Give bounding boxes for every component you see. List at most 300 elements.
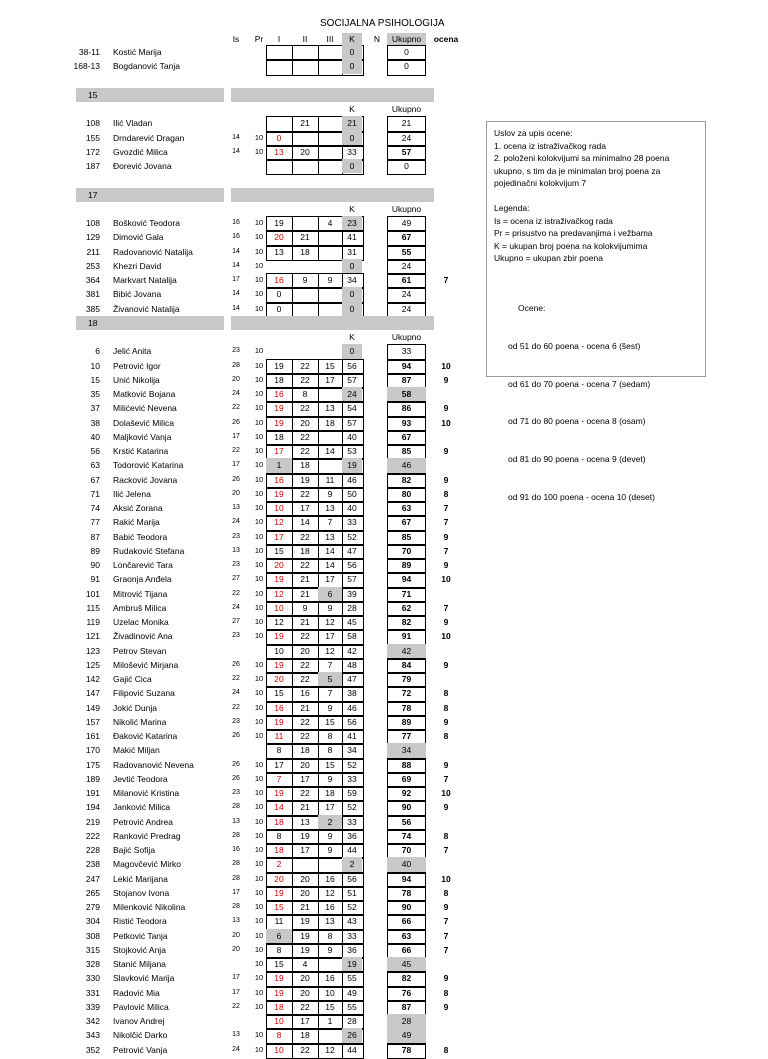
table-row [0,772,470,786]
kolokvijum-3-value: 17 [325,802,335,813]
ukupno-value: 89 [401,560,412,570]
ukupno-value: 82 [401,973,412,984]
ocena-value: 9 [443,446,449,456]
header-pr: Pr [254,34,264,44]
table-row [0,686,470,700]
pr-value: 10 [254,132,264,142]
kolokvijum-1-value: 16 [274,275,284,285]
table-row [0,501,470,515]
student-name: Krstić Katarina [113,446,169,456]
k-value: 39 [347,588,357,599]
pr-value: 10 [254,602,264,612]
section-column-header [0,102,470,116]
student-index: 385 [85,303,100,314]
header-ukupno: Ukupno [387,33,426,45]
table-row [0,800,470,814]
is-value: 13 [232,817,240,825]
ocena-value: 7 [443,503,449,513]
ukupno-value: 80 [401,488,412,499]
header-is: Is [232,34,240,44]
kolokvijum-1-value: 14 [274,802,284,813]
ukupno-value: 77 [401,731,412,741]
k-value: 19 [342,957,362,971]
ocena-value: 7 [443,930,449,941]
grade-6: od 51 do 60 poena - ocena 6 (šest) [508,340,641,351]
student-name: Racković Jovana [113,474,178,485]
student-index: 89 [90,545,100,556]
ocena-value: 9 [443,802,449,813]
kolokvijum-1-value: 20 [274,232,284,243]
student-index: 189 [85,773,100,784]
student-name: Stanić Miljana [113,959,166,969]
k-value: 42 [347,645,357,656]
legenda-k: K = ukupan broj poena na kolokvijumima [494,240,648,251]
kolokvijum-3-value: 13 [325,503,335,513]
kolokvijum-3-value: 10 [325,987,335,998]
student-name: Petrović Andrea [113,816,174,827]
uslov-title: Uslov za upis ocene: [494,128,573,138]
pr-value [252,1014,266,1028]
ukupno-value: 86 [401,403,412,414]
student-name: Bogdanović Tanja [113,61,180,72]
table-row [0,59,470,73]
table-row [0,145,470,159]
student-index: 191 [85,788,100,798]
student-name: Lekić Marijana [113,873,168,884]
pr-value: 10 [254,816,264,826]
ocena-value: 7 [443,602,449,613]
pr-value: 10 [254,146,264,156]
table-row [0,971,470,985]
student-name: Ivanov Andrej [113,1016,165,1026]
student-index: 129 [85,232,100,243]
kolokvijum-1-value: 20 [274,674,284,684]
kolokvijum-2-value: 22 [300,560,310,570]
kolokvijum-3-value: 13 [325,531,335,542]
table-row [0,373,470,387]
kolokvijum-1-value: 18 [274,845,284,855]
table-row [0,416,470,430]
table-row [0,1043,470,1057]
kolokvijum-3-value: 9 [327,944,333,955]
student-name: Dolašević Milica [113,417,174,428]
kolokvijum-3-value [318,230,342,244]
section-header-row [0,88,470,102]
kolokvijum-1-value: 15 [274,688,284,699]
table-row [0,829,470,843]
is-value: 13 [232,917,240,925]
table-row [0,629,470,643]
kolokvijum-2-value: 4 [302,959,308,969]
k-value: 2 [342,857,362,871]
student-index: 77 [90,517,100,528]
k-header: K [349,203,355,214]
ukupno-value: 94 [401,873,412,884]
kolokvijum-1-value: 19 [274,403,284,414]
pr-value: 10 [254,944,264,954]
student-index: 91 [90,574,100,585]
kolokvijum-2-value: 13 [300,816,310,827]
student-index: 339 [85,1001,100,1012]
student-index: 352 [85,1044,100,1055]
kolokvijum-2-value [292,287,318,301]
table-row [0,515,470,529]
kolokvijum-3-value: 12 [325,617,335,627]
is-value: 16 [232,233,240,241]
kolokvijum-1-value: 18 [274,1001,284,1012]
header-ocena: ocena [433,34,459,44]
kolokvijum-3-value [318,116,342,130]
k-value: 0 [342,59,362,73]
ocena-value: 9 [443,403,449,414]
student-name: Bošković Teodora [113,218,180,228]
student-index: 108 [85,218,100,228]
k-value: 0 [342,159,362,173]
ocena-value: 7 [443,916,449,927]
kolokvijum-3-value [318,344,342,358]
student-name: Petrović Igor [113,360,161,371]
table-row [0,857,470,871]
kolokvijum-3-value: 13 [325,403,335,414]
table-row [0,786,470,800]
kolokvijum-1-value: 8 [276,830,282,841]
kolokvijum-1-value: 17 [274,446,284,456]
ukupno-value: 88 [401,759,412,770]
kolokvijum-2-value: 9 [302,275,308,285]
header-kolokvijum-2: II [302,34,308,44]
student-name: Todorović Katarina [113,460,184,471]
is-value: 17 [232,988,240,996]
kolokvijum-2-value: 21 [300,232,310,243]
kolokvijum-2-value: 22 [300,716,310,727]
ukupno-value: 78 [401,887,412,898]
ocena-value: 9 [443,374,449,385]
kolokvijum-1-value: 18 [274,431,284,442]
student-name: Babić Teodora [113,531,168,542]
table-row [0,986,470,1000]
student-name: Milenković Nikolina [113,902,186,912]
ukupno-value: 46 [387,458,426,472]
section-column-header [0,202,470,216]
k-value: 0 [342,131,362,145]
k-value: 28 [347,1016,357,1026]
kolokvijum-3-value: 7 [327,659,333,670]
k-value: 36 [347,830,357,841]
student-index: 175 [85,759,100,770]
ukupno-value: 85 [401,446,412,456]
k-value: 52 [347,802,357,813]
ocena-value: 10 [441,788,451,798]
student-name: Rakić Marija [113,517,160,528]
ukupno-value: 67 [401,232,412,243]
blank-row [0,74,470,88]
kolokvijum-3-value: 16 [325,973,335,984]
student-index: 168-13 [73,61,100,72]
pr-value: 10 [254,517,264,527]
kolokvijum-2-value: 20 [300,973,310,984]
k-value: 57 [347,574,357,585]
is-value: 17 [232,888,240,896]
ukupno-value: 24 [401,132,412,143]
kolokvijum-2-value: 21 [300,617,310,627]
pr-value: 10 [254,275,264,284]
pr-value: 10 [254,488,264,498]
table-row [0,530,470,544]
ocena-value: 9 [443,1001,449,1012]
ukupno-value: 0 [404,47,409,57]
legenda-pr: Pr = prisustvo na predavanjima i vežbama [494,228,653,239]
kolokvijum-2-value: 22 [300,788,310,798]
student-index: 155 [85,132,100,143]
kolokvijum-3-value: 14 [325,560,335,570]
table-row [0,131,470,145]
is-value: 26 [232,475,240,483]
table-row [0,245,470,259]
student-index: 121 [85,631,100,642]
pr-value: 10 [254,303,264,313]
ukupno-value: 40 [387,857,426,871]
student-name: Stojanov Ivona [113,887,170,898]
student-name: Jokić Dunja [113,702,157,713]
student-name: Dimović Gala [113,232,164,243]
ukupno-value: 94 [401,360,412,371]
kolokvijum-1-value: 0 [276,132,282,143]
student-index: 265 [85,887,100,898]
ocena-value [434,387,458,401]
table-row [0,758,470,772]
kolokvijum-3-value [318,45,342,59]
is-value: 28 [232,860,240,868]
ocena-value [434,587,458,601]
kolokvijum-2-value: 21 [300,802,310,813]
k-value: 51 [347,887,357,898]
student-name: Matković Bojana [113,389,176,399]
student-index: 149 [85,702,100,713]
pr-value: 10 [254,531,264,541]
table-row [0,587,470,601]
section-header-row [0,316,470,330]
student-index: 37 [90,403,100,414]
k-value: 52 [347,531,357,542]
pr-value: 10 [254,260,264,270]
ocena-value [434,815,458,829]
kolokvijum-3-value [318,287,342,301]
k-value: 23 [342,216,362,230]
header-kolokvijum-3: III [326,34,334,44]
is-value: 24 [232,518,240,526]
ocena-value: 7 [443,944,449,955]
student-index: 343 [85,1030,100,1041]
kolokvijum-1-value [266,259,292,273]
student-name: Milanović Kristina [113,788,180,798]
student-index: 219 [85,816,100,827]
ukupno-value: 63 [401,930,412,941]
ukupno-value: 71 [401,588,412,599]
ukupno-value: 70 [401,845,412,855]
is-value: 22 [232,703,240,711]
table-row [0,715,470,729]
student-index: 381 [85,289,100,300]
k-value: 55 [347,1001,357,1012]
table-row [0,473,470,487]
is-value: 14 [232,147,240,155]
kolokvijum-2-value: 20 [300,417,310,428]
kolokvijum-2-value: 20 [300,887,310,898]
pr-value [252,644,266,658]
ukupno-value: 94 [401,574,412,585]
kolokvijum-3-value: 14 [325,446,335,456]
is-value: 26 [232,760,240,768]
is-value: 13 [232,504,240,511]
k-value: 44 [347,1044,357,1055]
k-value: 53 [347,446,357,456]
ukupno-value: 82 [401,617,412,627]
kolokvijum-3-value: 9 [327,773,333,784]
legenda-is: Is = ocena iz istraživačkog rada [494,215,613,226]
kolokvijum-2-value: 20 [300,759,310,770]
table-row [0,116,470,130]
is-value [230,45,242,59]
is-value: 26 [232,660,240,668]
kolokvijum-1-value: 12 [274,588,284,599]
student-name: Magovčević Mirko [113,859,182,870]
kolokvijum-3-value: 8 [327,731,333,741]
table-row [0,287,470,301]
ukupno-value: 70 [401,545,412,556]
ukupno-value: 0 [404,61,409,72]
student-name: Nikolić Marina [113,716,167,727]
k-value: 50 [347,488,357,499]
kolokvijum-1-value: 6 [266,929,292,943]
kolokvijum-1-value: 19 [274,659,284,670]
pr-value: 10 [254,716,264,726]
table-row [0,159,470,173]
kolokvijum-1-value: 12 [274,617,284,627]
ukupno-header: Ukupno [391,203,422,214]
ocena-value: 9 [443,902,449,912]
pr-value [252,743,266,757]
is-value: 17 [232,276,240,283]
kolokvijum-1-value: 19 [274,631,284,642]
pr-value: 10 [254,916,264,926]
kolokvijum-3-value: 1 [327,1016,333,1026]
k-value: 48 [347,659,357,670]
kolokvijum-3-value: 8 [327,745,333,756]
pr-value: 10 [254,959,264,968]
table-row [0,572,470,586]
table-row [0,444,470,458]
kolokvijum-3-value: 15 [325,360,335,371]
kolokvijum-3-value: 11 [325,474,335,485]
pr-value: 10 [254,617,264,626]
pr-value: 10 [254,218,264,227]
ukupno-value: 69 [401,773,412,784]
student-name: Jelić Anita [113,346,152,357]
section-bar [76,88,224,102]
student-name: Petrov Stevan [113,645,167,656]
kolokvijum-2-value: 18 [300,460,310,471]
student-name: Maljković Vanja [113,431,172,442]
student-index: 115 [86,602,100,613]
student-name: Makić Miljan [113,745,160,756]
table-row [0,430,470,444]
kolokvijum-1-value: 8 [276,1030,282,1041]
k-value: 44 [347,845,357,855]
pr-value: 10 [254,289,264,299]
pr-value: 10 [254,759,264,769]
pr-value: 10 [254,1044,264,1054]
kolokvijum-1-value: 10 [274,1044,284,1055]
kolokvijum-2-value [292,857,318,871]
kolokvijum-2-value [292,131,318,145]
ocena-value [434,957,458,971]
ocena-value [434,159,458,173]
student-index: 123 [85,645,100,656]
is-value: 24 [232,603,240,611]
k-value: 19 [342,458,362,472]
is-value [230,1014,242,1028]
ukupno-value: 92 [401,788,412,798]
section-bar [231,88,434,102]
student-index: 38-11 [78,47,100,57]
ocena-value: 7 [443,773,449,784]
student-index: 67 [90,474,100,485]
student-name: Milošević Mirjana [113,659,179,670]
kolokvijum-2-value: 21 [300,702,310,713]
student-name: Đaković Katarina [113,731,178,741]
student-name: Petrović Vanja [113,1044,168,1055]
table-row [0,558,470,572]
ukupno-value: 91 [401,631,412,642]
kolokvijum-3-value: 12 [325,887,335,898]
student-name: Radovanović Nevena [113,759,194,770]
kolokvijum-2-value: 19 [300,930,310,941]
student-name: Nikolčić Darko [113,1030,168,1041]
student-index: 119 [86,617,100,627]
ukupno-value: 61 [401,275,412,285]
kolokvijum-3-value: 12 [325,645,335,656]
kolokvijum-2-value: 22 [300,360,310,371]
pr-value: 10 [254,446,264,455]
student-index: 35 [90,389,100,399]
section-column-header [0,330,470,344]
k-value: 56 [347,360,357,371]
kolokvijum-1-value: 19 [274,973,284,984]
pr-value: 10 [254,859,264,869]
k-value: 40 [347,503,357,513]
kolokvijum-2-value: 21 [300,574,310,585]
pr-value [252,159,266,173]
student-index: 56 [90,446,100,456]
section-label: 15 [88,89,98,100]
kolokvijum-2-value: 22 [300,431,310,442]
ukupno-value: 42 [387,644,426,658]
student-index: 211 [86,246,100,257]
kolokvijum-2-value: 21 [300,118,310,129]
ocena-value: 10 [441,360,451,371]
student-name: Khezri David [113,260,162,271]
is-value: 16 [232,846,240,853]
k-value: 54 [347,403,357,414]
kolokvijum-1-value: 19 [274,987,284,998]
student-index: 222 [85,830,100,841]
student-index: 63 [90,460,100,471]
ocena-value: 7 [443,275,449,285]
ocena-value [434,216,458,230]
k-value: 34 [347,745,357,756]
kolokvijum-1-value: 19 [274,788,284,798]
ocena-value: 8 [443,702,449,713]
